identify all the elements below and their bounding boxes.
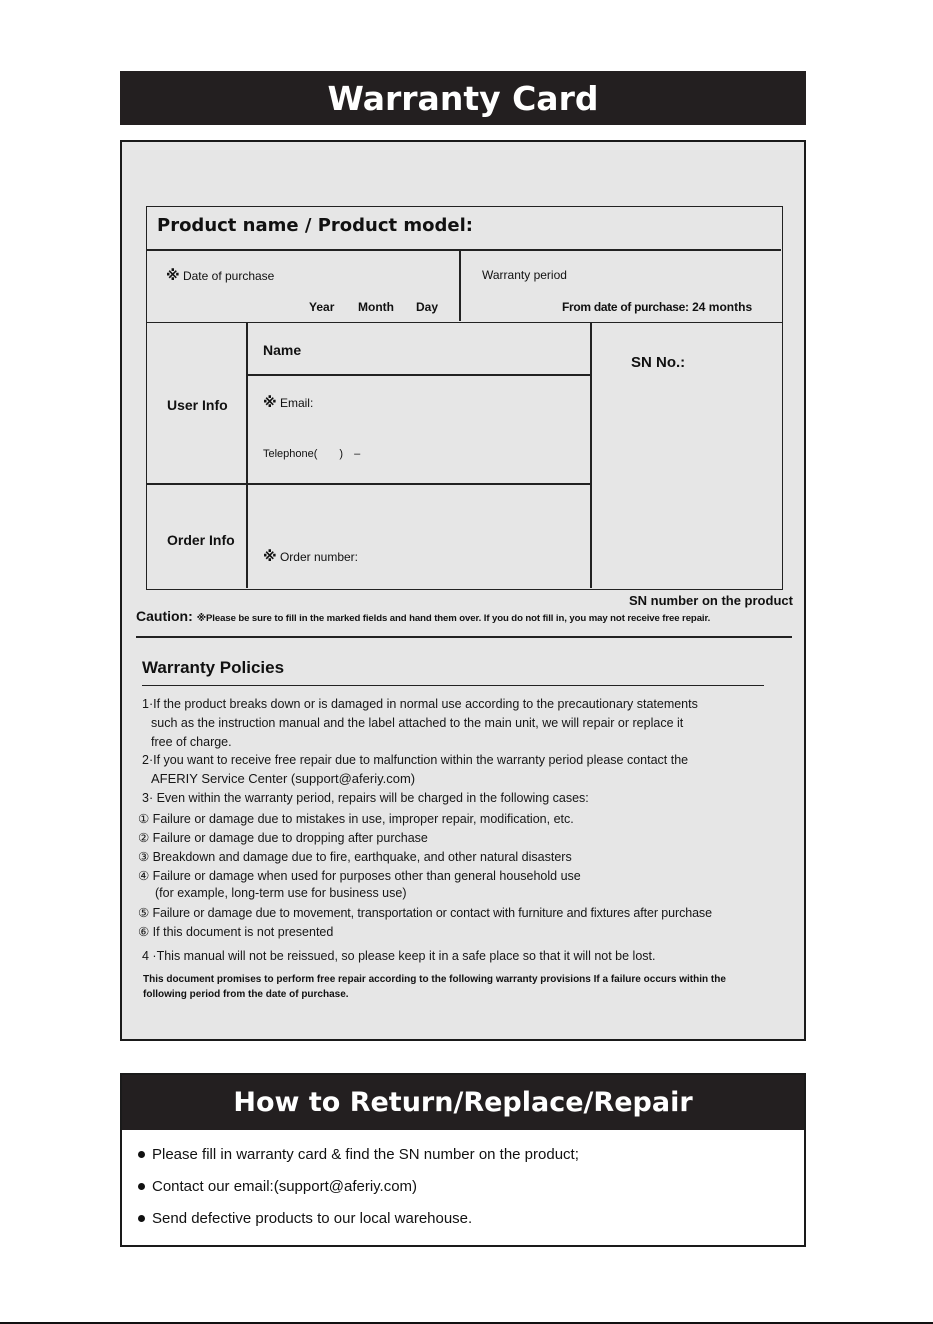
from-date-label: From date of purchase: [562, 300, 689, 314]
date-of-purchase-label [166, 267, 274, 284]
caution-rule [136, 636, 792, 638]
warranty-card [120, 140, 806, 1041]
email-text: Email: [279, 396, 314, 410]
divider [147, 249, 781, 251]
warranty-period-label: Warranty period [482, 268, 567, 282]
email-label [263, 394, 313, 411]
required-mark: ※ [263, 548, 277, 564]
policy-line: ② Failure or damage due to dropping after purchase [138, 831, 428, 845]
policy-line: 3· Even within the warranty period, repairs will be charged in the following cases: [142, 791, 589, 805]
divider [459, 249, 461, 321]
bullet-icon [138, 1215, 145, 1222]
required-mark: ※ [263, 394, 277, 410]
from-date-value: 24 months [692, 300, 753, 314]
return-step [138, 1146, 579, 1163]
product-name-label: Product name / Product model: [157, 215, 473, 236]
warranty-policies-heading: Warranty Policies [142, 658, 285, 677]
order-info-label: Order Info [167, 532, 235, 548]
how-to-return-title: How to Return/Replace/Repair [122, 1075, 804, 1130]
divider [147, 483, 591, 485]
policy-line: ⑤ Failure or damage due to movement, transportation or contact with furniture and fixtures after purchase [138, 906, 712, 920]
policy-line: 1·If the product breaks down or is damaged in normal use according to the precautionary statements [142, 697, 698, 711]
sn-number-note: SN number on the product [629, 593, 793, 608]
date-of-purchase-text: Date of purchase [182, 269, 275, 283]
day-label: Day [416, 300, 439, 314]
bullet-icon [138, 1151, 145, 1158]
caution-line [136, 608, 710, 624]
policy-line: ① Failure or damage due to mistakes in use, improper repair, modification, etc. [138, 812, 574, 826]
user-info-label: User Info [167, 397, 228, 413]
policy-line: AFERIY Service Center (support@aferiy.com) [151, 771, 416, 786]
warranty-card-title: Warranty Card [120, 71, 806, 125]
bullet-icon [138, 1183, 145, 1190]
user-order-section [146, 322, 783, 590]
divider [590, 323, 592, 588]
policy-line: free of charge. [151, 735, 232, 749]
order-number-text: Order number: [279, 550, 358, 564]
policy-line: ⑥ If this document is not presented [138, 925, 334, 939]
divider [246, 374, 591, 376]
policy-line: 2·If you want to receive free repair due to malfunction within the warranty period please contact the [142, 753, 689, 767]
warranty-note: This document promises to perform free repair according to the following warranty provisions If a failure occurs within the [143, 974, 726, 985]
return-step [138, 1210, 472, 1227]
year-label: Year [309, 300, 335, 314]
how-to-return-box [120, 1073, 806, 1247]
warranty-note: following period from the date of purchase. [143, 989, 349, 1000]
product-section [146, 206, 783, 323]
telephone-label: Telephone( ) – [263, 448, 361, 460]
return-step [138, 1178, 417, 1195]
return-step-text: Send defective products to our local warehouse. [152, 1210, 473, 1227]
policy-line: 4 ·This manual will not be reissued, so please keep it in a safe place so that it will not be lost. [142, 949, 656, 963]
required-mark: ※ [166, 267, 180, 283]
policies-rule [142, 685, 764, 686]
order-number-label [263, 548, 358, 565]
sn-number-label: SN No.: [631, 354, 686, 371]
policy-line: (for example, long-term use for business use) [155, 886, 407, 900]
policy-line: such as the instruction manual and the label attached to the main unit, we will repair or replace it [151, 716, 684, 730]
return-step-text: Contact our email:(support@aferiy.com) [152, 1178, 418, 1195]
warranty-period-value [562, 300, 752, 314]
month-label: Month [358, 300, 394, 314]
caution-text: ※Please be sure to fill in the marked fields and hand them over. If you do not fill in, you may not receive free repair. [196, 613, 711, 624]
policy-line: ④ Failure or damage when used for purposes other than general household use [138, 869, 581, 883]
return-step-text: Please fill in warranty card & find the SN number on the product; [152, 1146, 579, 1163]
policy-line: ③ Breakdown and damage due to fire, earthquake, and other natural disasters [138, 850, 572, 864]
caution-label: Caution: [136, 608, 193, 624]
divider [246, 323, 248, 588]
name-label: Name [263, 342, 302, 358]
